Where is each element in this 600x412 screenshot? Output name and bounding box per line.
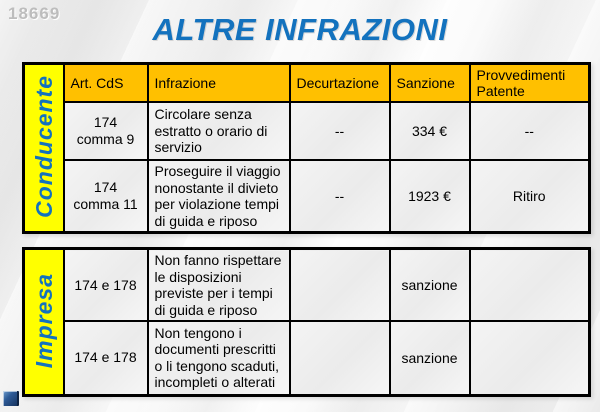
column-header-provvedimenti-patente: Provvedimenti Patente	[470, 64, 590, 103]
cell-decurtazione: --	[290, 102, 390, 160]
column-header-decurtazione: Decurtazione	[290, 64, 390, 103]
cell-sanzione: sanzione	[390, 321, 470, 395]
conducente-header-row	[24, 64, 590, 103]
section-label-impresa-text: Impresa	[31, 272, 57, 368]
cell-sanzione: 334 €	[390, 102, 470, 160]
conducente-table	[22, 62, 591, 234]
slide-title: ALTRE INFRAZIONI	[152, 12, 448, 47]
cell-art-cds: 174 comma 9	[64, 102, 148, 160]
cell-decurtazione: --	[290, 160, 390, 233]
table-row	[24, 102, 590, 160]
cell-art-cds: 174 comma 11	[64, 160, 148, 233]
cell-sanzione: sanzione	[390, 249, 470, 322]
cell-infrazione: Non tengono i documenti prescritti o li tengono scaduti, incompleti o alterati	[148, 321, 290, 395]
section-label-conducente	[24, 64, 64, 233]
cell-infrazione: Circolare senza estratto o orario di servizio	[148, 102, 290, 160]
table-row	[24, 160, 590, 233]
column-header-sanzione: Sanzione	[390, 64, 470, 103]
cell-infrazione: Proseguire il viaggio nonostante il divieto per violazione tempi di guida e riposo	[148, 160, 290, 233]
slide-number-watermark: 18669	[8, 4, 61, 23]
cell-provvedimenti: Ritiro	[470, 160, 590, 233]
clipart-icon	[3, 391, 19, 406]
cell-provvedimenti	[470, 321, 590, 395]
cell-decurtazione	[290, 321, 390, 395]
cell-art-cds: 174 e 178	[64, 321, 148, 395]
cell-provvedimenti	[470, 249, 590, 322]
section-label-impresa	[24, 249, 64, 396]
column-header-art-cds: Art. CdS	[64, 64, 148, 103]
cell-provvedimenti: --	[470, 102, 590, 160]
table-row	[24, 321, 590, 395]
column-header-infrazione: Infrazione	[148, 64, 290, 103]
cell-art-cds: 174 e 178	[64, 249, 148, 322]
section-label-conducente-text: Conducente	[31, 75, 57, 219]
cell-infrazione: Non fanno rispettare le disposizioni previste per i tempi di guida e riposo	[148, 249, 290, 322]
cell-sanzione: 1923 €	[390, 160, 470, 233]
cell-decurtazione	[290, 249, 390, 322]
table-row	[24, 249, 590, 322]
impresa-table	[22, 247, 591, 397]
